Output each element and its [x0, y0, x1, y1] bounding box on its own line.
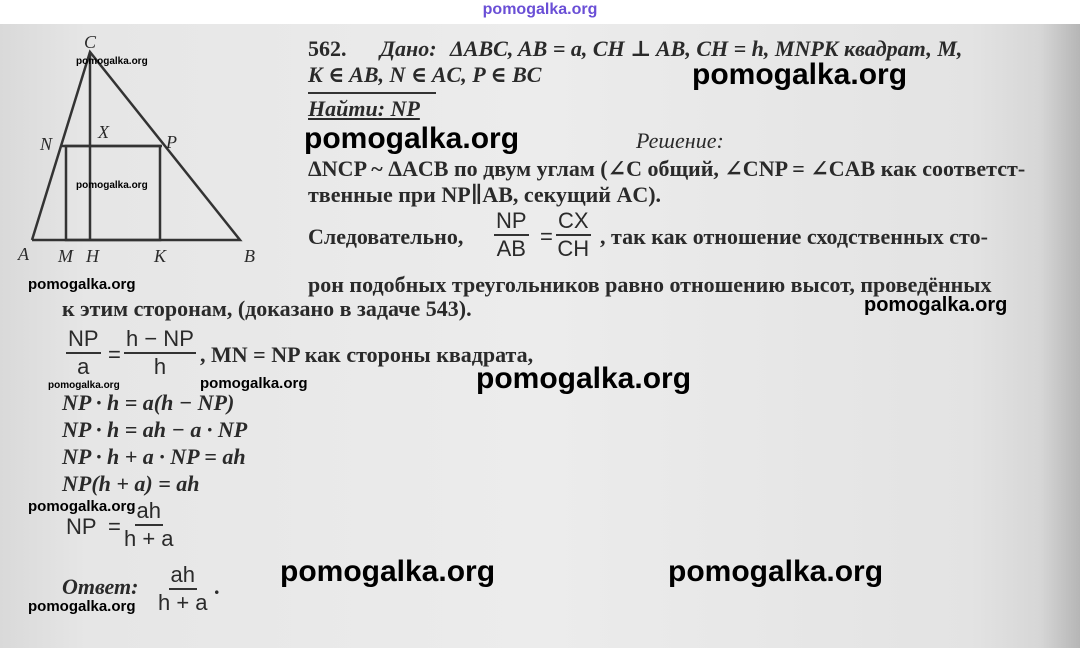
- solution-line-2: твенные при NP∥AB, секущий AC).: [308, 182, 662, 207]
- watermark-text: pomogalka.org: [28, 498, 136, 515]
- fraction-numerator: NP: [494, 208, 529, 236]
- fraction-denominator: CH: [557, 236, 590, 261]
- answer-label: Ответ:: [62, 574, 139, 599]
- given-line-2: K ∈ AB, N ∈ AC, P ∈ BC: [308, 62, 542, 87]
- watermark-text: pomogalka.org: [200, 375, 308, 392]
- page-edge-shadow: [1040, 24, 1080, 648]
- fraction-numerator: ah: [135, 498, 163, 526]
- fraction-denominator: h + a: [158, 590, 208, 615]
- equals-sign: =: [108, 514, 121, 539]
- fraction-np-ab: [494, 208, 529, 262]
- consequently-text: Следовательно,: [308, 224, 464, 249]
- fraction-cx-ch: [556, 208, 591, 262]
- answer-period: .: [214, 574, 220, 599]
- watermark-text: pomogalka.org: [476, 362, 692, 395]
- fraction-denominator: h: [153, 354, 167, 379]
- fraction-hnp-h: [124, 326, 196, 380]
- square-mnpk: [66, 146, 160, 240]
- solution-line-5: к этим сторонам, (доказано в задаче 543).: [62, 296, 472, 321]
- label-x: X: [98, 122, 109, 142]
- fraction-numerator: ah: [169, 562, 197, 590]
- fraction-numerator: NP: [66, 326, 101, 354]
- triangle-figure: [0, 30, 300, 290]
- watermark-text: pomogalka.org: [76, 56, 148, 67]
- np-label: NP: [66, 514, 97, 539]
- label-c: C: [84, 32, 97, 52]
- step-3: NP · h + a · NP = ah: [62, 444, 246, 469]
- label-k: K: [154, 246, 167, 266]
- watermark-text: pomogalka.org: [28, 598, 136, 615]
- step-4: NP(h + a) = ah: [62, 471, 200, 496]
- solution-line-1: ΔNCP ~ ΔACB по двум углам (∠C общий, ∠CNP = ∠CAB как соответст-: [308, 156, 1026, 181]
- watermark-text: pomogalka.org: [28, 276, 136, 293]
- solution-line-6: , MN = NP как стороны квадрата,: [200, 342, 534, 367]
- solution-line-3: , так как отношение сходственных сто-: [600, 224, 988, 249]
- watermark-text: pomogalka.org: [76, 180, 148, 191]
- label-n: N: [40, 134, 53, 154]
- watermark-text: pomogalka.org: [280, 555, 496, 588]
- find-label: Найти: NP: [308, 96, 420, 121]
- fraction-numerator: h − NP: [124, 326, 196, 354]
- step-1: NP · h = a(h − NP): [62, 390, 235, 415]
- solution-line-4: рон подобных треугольников равно отношению высот, проведённых: [308, 272, 992, 297]
- label-h: H: [86, 246, 99, 266]
- step-2: NP · h = ah − a · NP: [62, 417, 248, 442]
- label-p: P: [166, 132, 177, 152]
- given-separator: [308, 92, 436, 94]
- watermark-text: pomogalka.org: [692, 58, 908, 91]
- fraction-np-a: [66, 326, 101, 380]
- answer-fraction: [158, 562, 208, 616]
- given-label: Дано:: [380, 36, 437, 61]
- label-a: A: [18, 244, 29, 264]
- problem-number: 562.: [308, 36, 347, 61]
- fraction-denominator: a: [77, 354, 90, 379]
- label-b: B: [244, 246, 255, 266]
- fraction-denominator: h + a: [124, 526, 174, 551]
- label-m: M: [58, 246, 73, 266]
- watermark-text: pomogalka.org: [48, 380, 120, 391]
- watermark-text: pomogalka.org: [668, 555, 884, 588]
- equals-sign: =: [540, 224, 553, 249]
- watermark-text: pomogalka.org: [304, 122, 520, 155]
- equals-sign: =: [108, 342, 121, 367]
- fraction-numerator: CX: [556, 208, 591, 236]
- fraction-denominator: AB: [496, 236, 526, 261]
- watermark-text: pomogalka.org: [864, 294, 1008, 316]
- solution-title: Решение:: [636, 128, 724, 153]
- top-watermark[interactable]: pomogalka.org: [482, 1, 598, 18]
- given-line-1: ΔABC, AB = a, CH ⊥ AB, CH = h, MNPK квадрат, M,: [450, 36, 963, 61]
